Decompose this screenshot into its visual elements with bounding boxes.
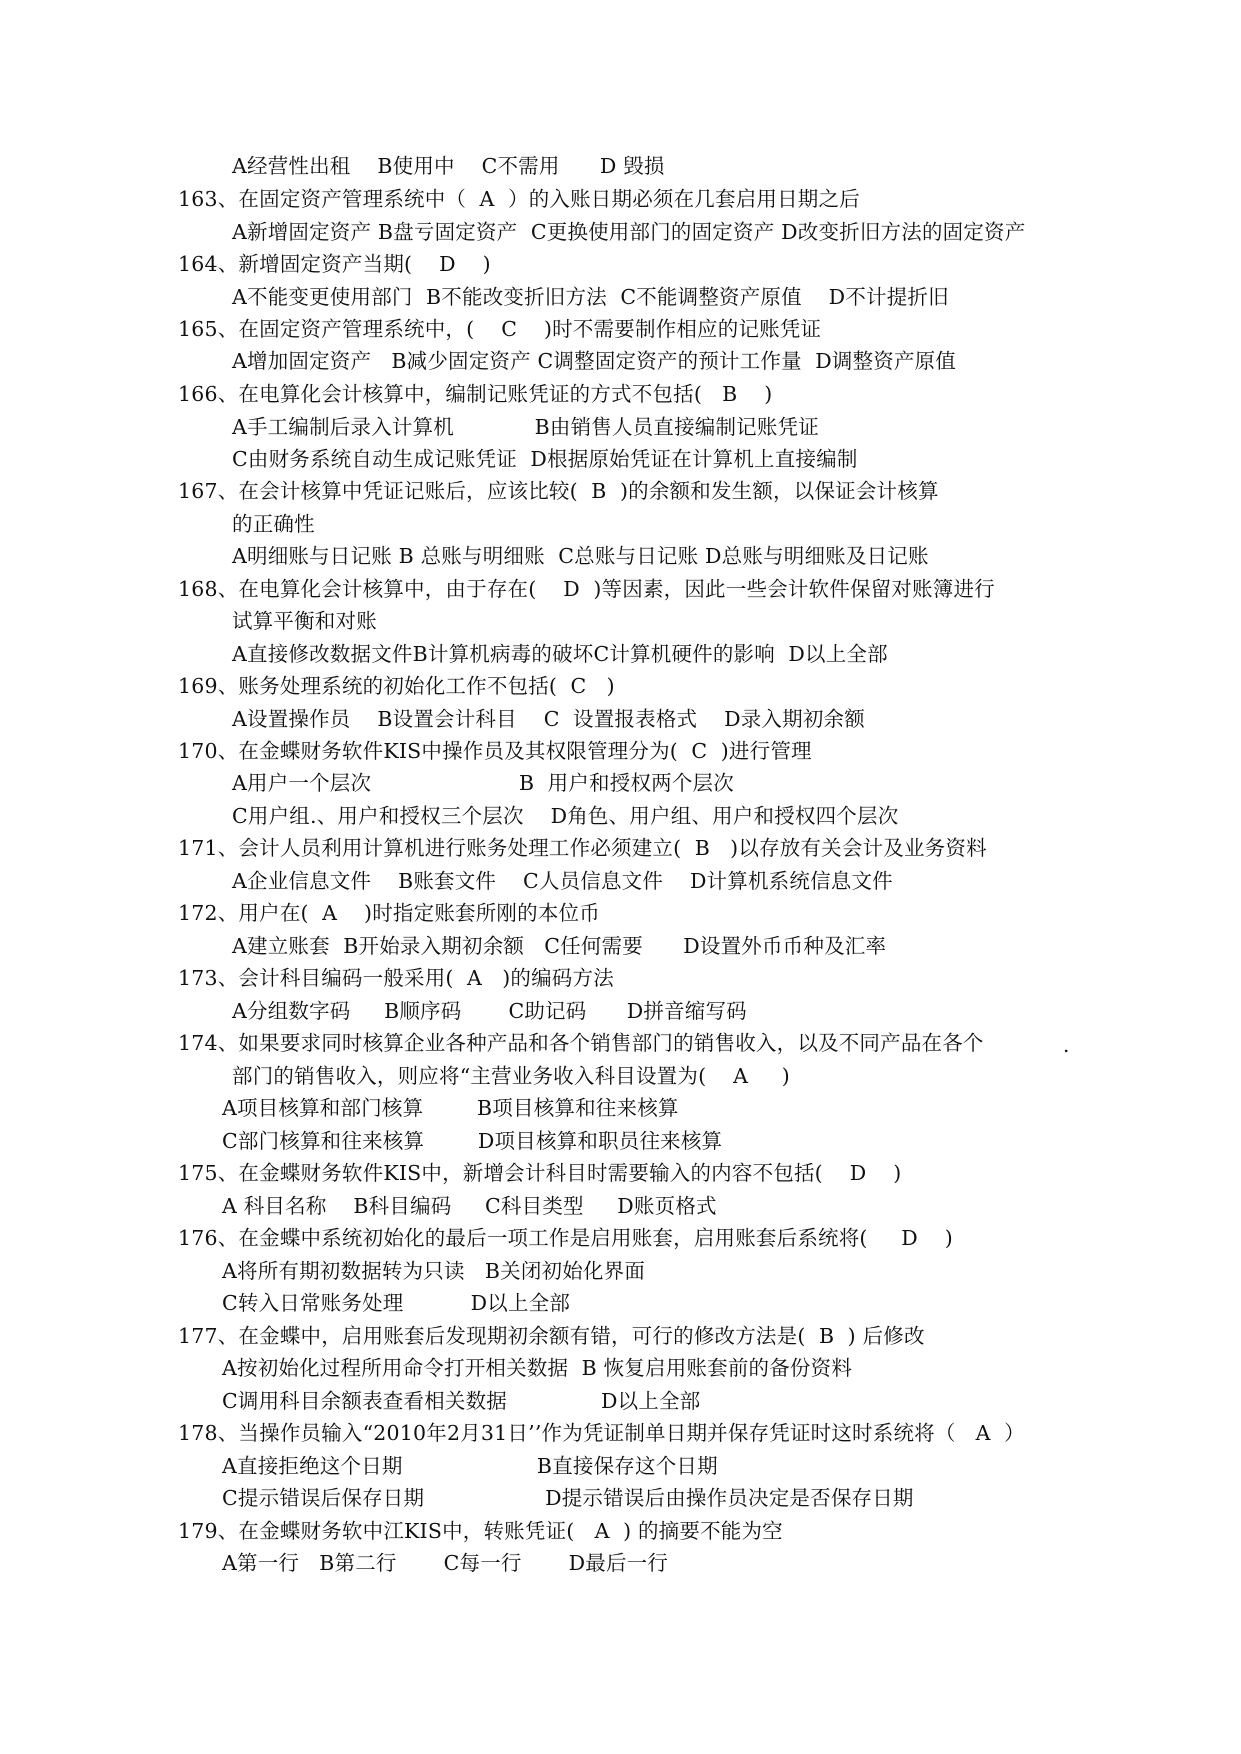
question-177: 177、在金蝶中，启用账套后发现期初余额有错，可行的修改方法是( B ) 后修改: [178, 1324, 925, 1348]
question-164: 164、新增固定资产当期( D ): [178, 252, 491, 276]
question-174: 174、如果要求同时核算企业各种产品和各个销售部门的销售收入，以及不同产品在各个: [178, 1031, 984, 1055]
option-line-179: A第一行 B第二行 C每一行 D最后一行: [222, 1551, 669, 1575]
question-163: 163、在固定资产管理系统中（ A ）的入账日期必须在几套启用日期之后: [178, 187, 860, 211]
question-176: 176、在金蝶中系统初始化的最后一项工作是启用账套，启用账套后系统将( D ): [178, 1226, 953, 1250]
question-172: 172、用户在( A )时指定账套所刚的本位币: [178, 901, 600, 925]
question-171: 171、会计人员利用计算机进行账务处理工作必须建立( B )以存放有关会计及业务资料: [178, 836, 987, 860]
option-line-168: A直接修改数据文件B计算机病毒的破坏C计算机硬件的影响 D以上全部: [232, 642, 888, 666]
question-168-cont: 试算平衡和对账: [232, 609, 377, 633]
option-line-174b: C部门核算和往来核算 D项目核算和职员往来核算: [222, 1129, 723, 1153]
option-line-174a: A项目核算和部门核算 B项目核算和往来核算: [222, 1096, 679, 1120]
question-170: 170、在金蝶财务软件KIS中操作员及其权限管理分为( C )进行管理: [178, 739, 812, 763]
option-line-176b: C转入日常账务处理 D以上全部: [222, 1291, 571, 1315]
option-line-171: A企业信息文件 B账套文件 C人员信息文件 D计算机系统信息文件: [232, 869, 893, 893]
question-175: 175、在金蝶财务软件KIS中，新增会计科目时需要输入的内容不包括( D ): [178, 1161, 902, 1185]
option-line-166a: A手工编制后录入计算机 B由销售人员直接编制记账凭证: [232, 415, 819, 439]
option-line-170b: C用户组.、用户和授权三个层次 D角色、用户组、用户和授权四个层次: [232, 804, 899, 828]
question-165: 165、在固定资产管理系统中，( C )时不需要制作相应的记账凭证: [178, 317, 822, 341]
option-line-178a: A直接拒绝这个日期 B直接保存这个日期: [222, 1454, 718, 1478]
option-line-175: A 科目名称 B科目编码 C科目类型 D账页格式: [222, 1194, 717, 1218]
option-line-164: A不能变更使用部门 B不能改变折旧方法 C不能调整资产原值 D不计提折旧: [232, 285, 949, 309]
question-173: 173、会计科目编码一般采用( A )的编码方法: [178, 966, 614, 990]
option-line-170a: A用户一个层次 B 用户和授权两个层次: [232, 771, 734, 795]
option-line-177b: C调用科目余额表查看相关数据 D以上全部: [222, 1389, 701, 1413]
option-line-169: A设置操作员 B设置会计科目 C 设置报表格式 D录入期初余额: [232, 707, 865, 731]
option-line-165: A增加固定资产 B减少固定资产 C调整固定资产的预计工作量 D调整资产原值: [232, 349, 957, 373]
option-line-173: A分组数字码 B顺序码 C助记码 D拼音缩写码: [232, 999, 747, 1023]
question-169: 169、账务处理系统的初始化工作不包括( C ): [178, 674, 615, 698]
option-line-172: A建立账套 B开始录入期初余额 C任何需要 D设置外币币种及汇率: [232, 934, 887, 958]
question-167-cont: 的正确性: [232, 512, 315, 536]
question-167: 167、在会计核算中凭证记账后，应该比较( B )的余额和发生额，以保证会计核算: [178, 479, 939, 503]
option-line-166b: C由财务系统自动生成记账凭证 D根据原始凭证在计算机上直接编制: [232, 447, 858, 471]
stray-dot-mark: .: [1063, 1033, 1070, 1057]
question-178: 178、当操作员输入“2010年2月31日’’作为凭证制单日期并保存凭证时这时系统将（ A ）: [178, 1421, 1025, 1445]
question-174-cont: 部门的销售收入，则应将“主营业务收入科目设置为( A ): [232, 1064, 790, 1088]
option-line-178b: C提示错误后保存日期 D提示错误后由操作员决定是否保存日期: [222, 1486, 914, 1510]
option-line-167: A明细账与日记账 B 总账与明细账 C总账与日记账 D总账与明细账及日记账: [232, 544, 929, 568]
option-line-177a: A按初始化过程所用命令打开相关数据 B 恢复启用账套前的备份资料: [222, 1356, 853, 1380]
option-line-162: A经营性出租 B使用中 C不需用 D 毁损: [232, 154, 665, 178]
question-179: 179、在金蝶财务软中江KIS中，转账凭证( A ) 的摘要不能为空: [178, 1519, 783, 1543]
option-line-176a: A将所有期初数据转为只读 B关闭初始化界面: [222, 1259, 646, 1283]
question-166: 166、在电算化会计核算中，编制记账凭证的方式不包括( B ): [178, 382, 773, 406]
question-168: 168、在电算化会计核算中，由于存在( D )等因素，因此一些会计软件保留对账簿进行: [178, 577, 995, 601]
option-line-163: A新增固定资产 B盘亏固定资产 C更换使用部门的固定资产 D改变折旧方法的固定资产: [232, 220, 1026, 244]
